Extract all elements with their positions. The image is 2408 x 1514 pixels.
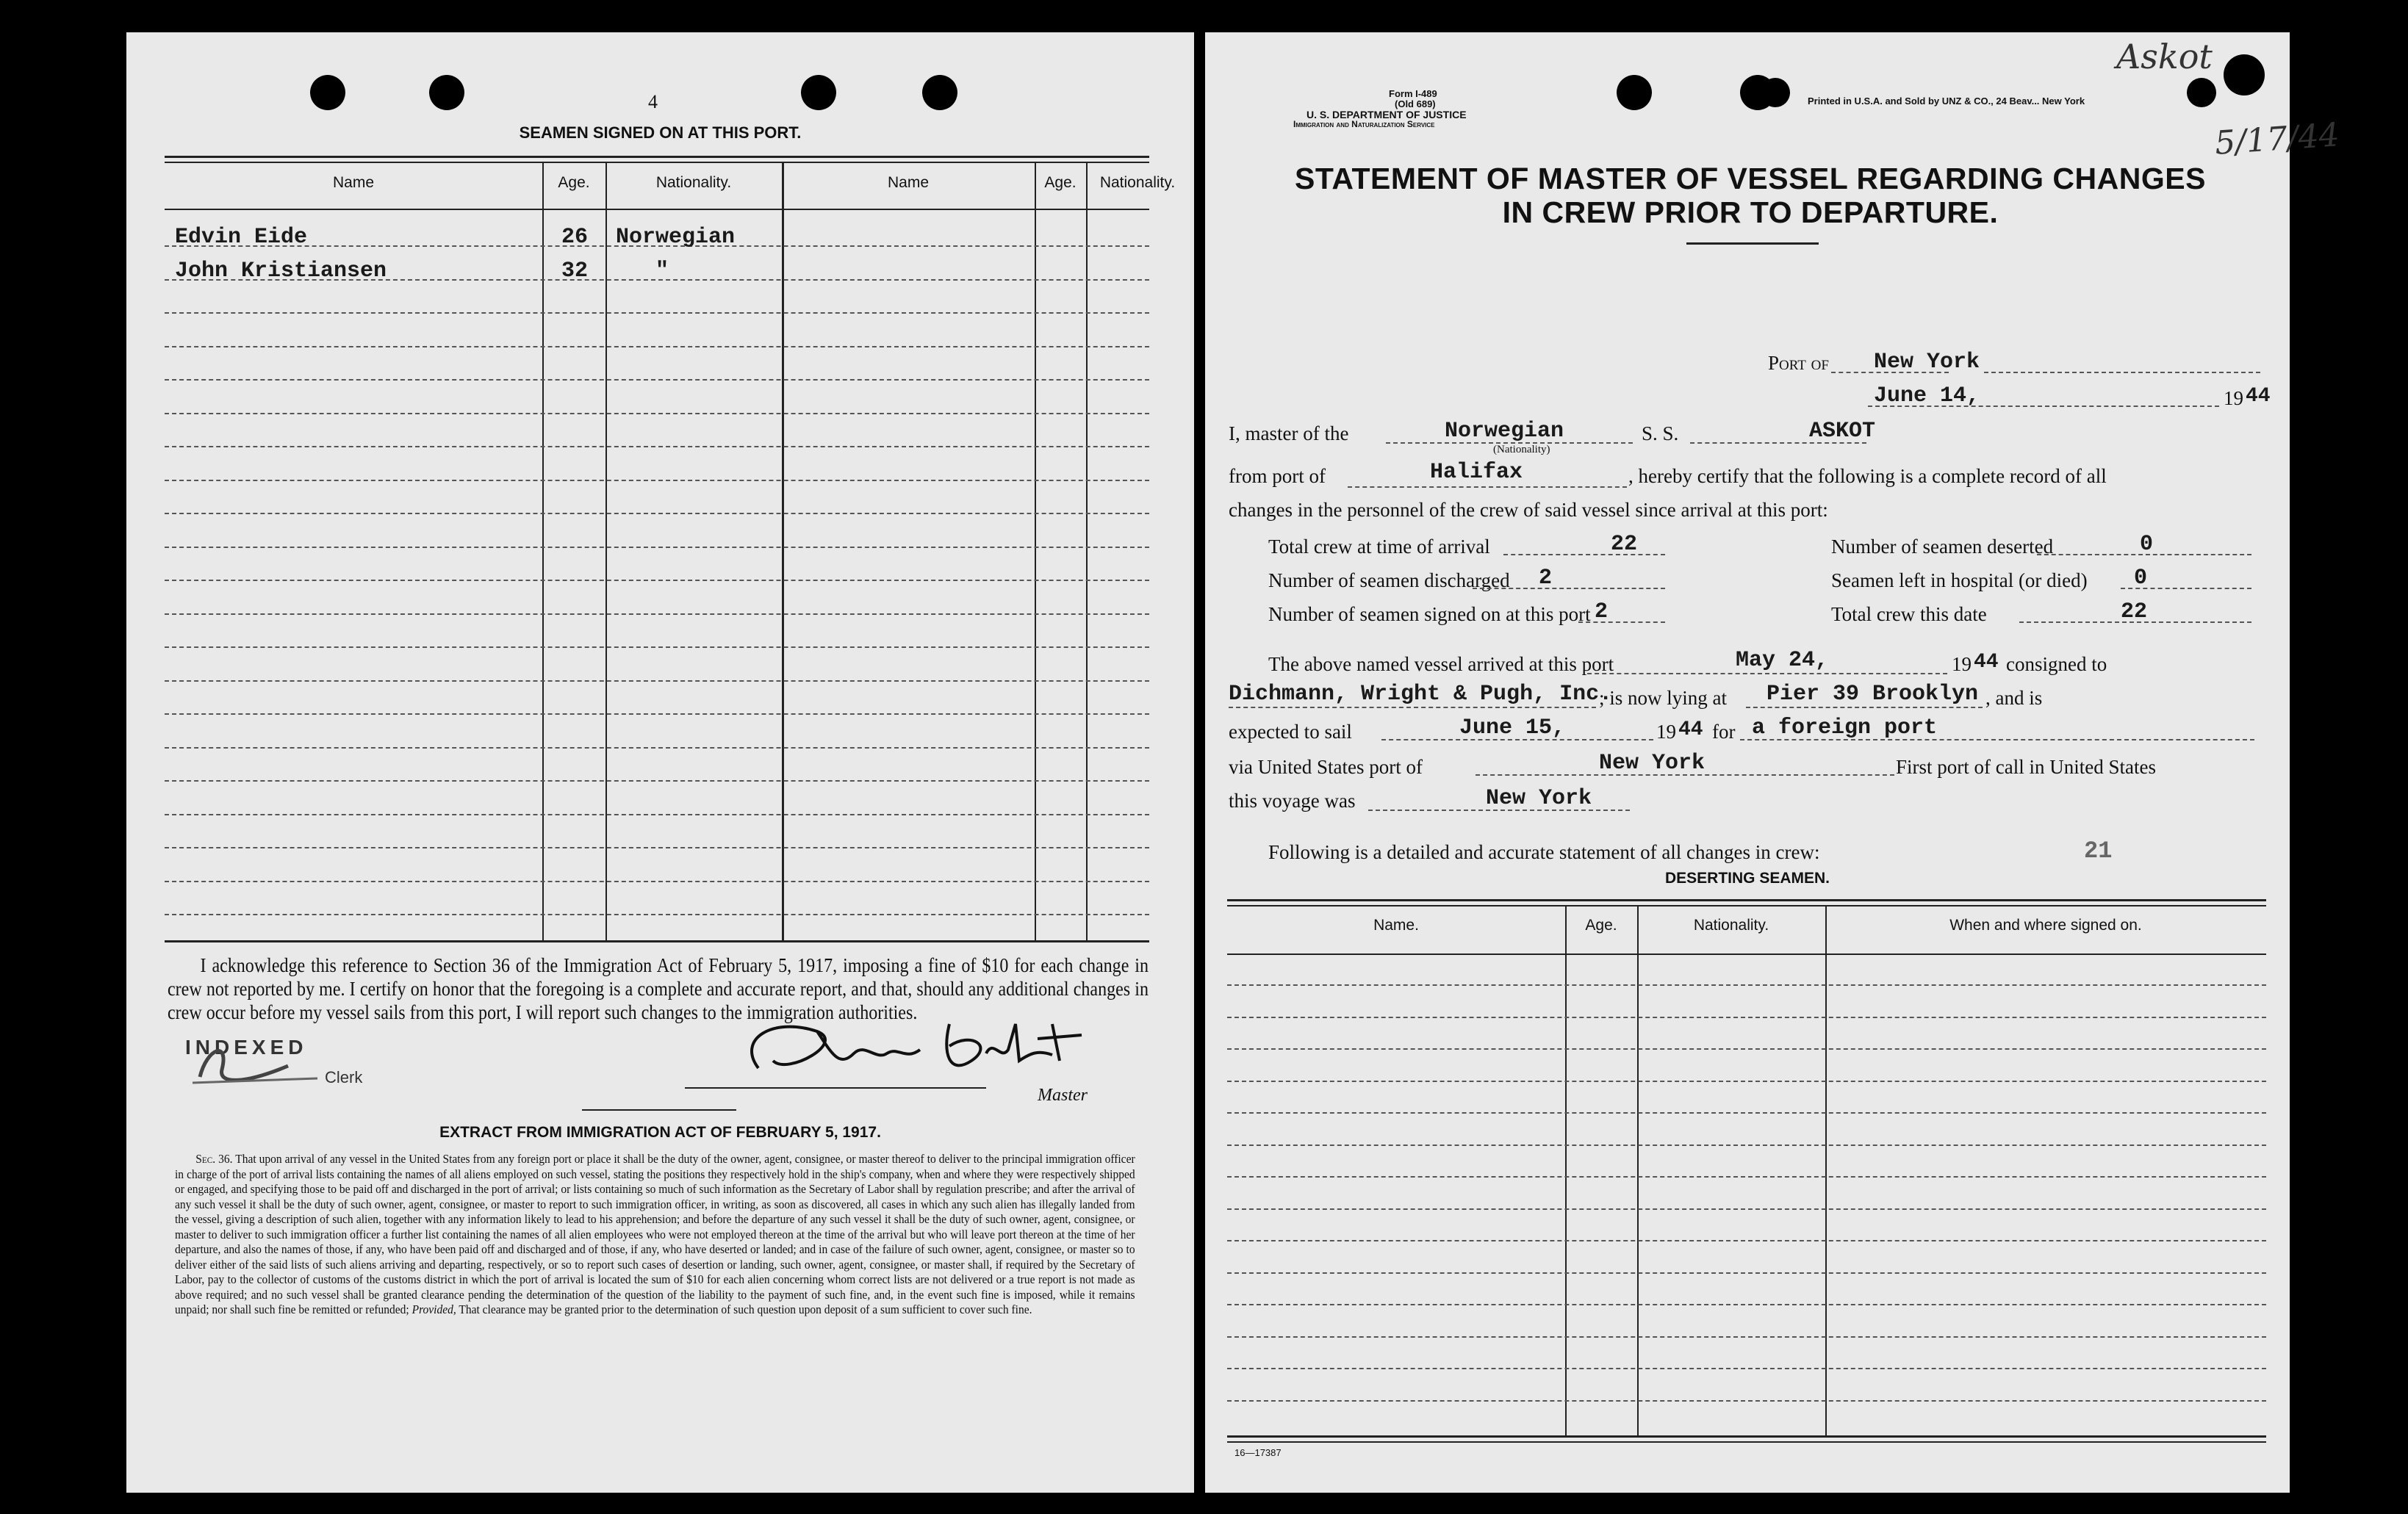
- col-header-name: Name.: [1373, 917, 1419, 934]
- consigned-label: consigned to: [2006, 653, 2107, 675]
- col-header-nationality: Nationality.: [1693, 917, 1769, 934]
- table-row-line: [165, 780, 1149, 782]
- table-row-line: [165, 847, 1149, 848]
- table-row-line: [1227, 1272, 2266, 1274]
- sail-year-suffix: 44: [1678, 718, 1703, 741]
- statement-date: June 14,: [1874, 383, 1980, 408]
- indexed-stamp: INDEXED: [185, 1036, 308, 1059]
- vessel-name: ASKOT: [1809, 419, 1876, 444]
- col-header-signed-on: When and where signed on.: [1949, 917, 2142, 934]
- voyage-port: New York: [1486, 786, 1592, 811]
- table-row-line: [165, 312, 1149, 314]
- service: Immigration and Naturalization Service: [1293, 119, 1435, 129]
- table-row-line: [165, 580, 1149, 581]
- consignee: Dichmann, Wright & Pugh, Inc.: [1229, 682, 1613, 707]
- table-row-line: [165, 480, 1149, 481]
- table-row-line: [1227, 1240, 2266, 1241]
- form-title-line1: STATEMENT OF MASTER OF VESSEL REGARDING CHANGES: [1295, 162, 2206, 195]
- deserted-label: Number of seamen deserted: [1831, 536, 2054, 558]
- punch-hole: [922, 75, 957, 110]
- first-port-label: First port of call in United States: [1896, 756, 2156, 778]
- year-suffix: 44: [2246, 385, 2271, 408]
- lying-label: ; is now lying at: [1599, 687, 1727, 709]
- hospital-label: Seamen left in hospital (or died): [1831, 569, 2088, 591]
- sail-year-prefix: 19: [1656, 721, 1676, 743]
- seaman-age: 32: [561, 259, 589, 284]
- master-label: I, master of the: [1229, 422, 1349, 444]
- deserting-title: DESERTING SEAMEN.: [1664, 870, 1830, 887]
- punch-hole: [1617, 75, 1652, 110]
- table-row-line: [165, 513, 1149, 514]
- seaman-nationality: Norwegian: [616, 225, 736, 250]
- col-header-age: Age.: [1585, 917, 1617, 934]
- and-is: , and is: [1985, 687, 2043, 709]
- total-arrival-label: Total crew at time of arrival: [1268, 536, 1490, 558]
- table-row-line: [165, 747, 1149, 749]
- table-row-line: [165, 881, 1149, 882]
- for-label: for: [1712, 721, 1736, 743]
- seaman-name: John Kristiansen: [175, 259, 387, 284]
- changes-line: changes in the personnel of the crew of said vessel since arrival at this port:: [1229, 499, 1828, 521]
- handwritten-vessel-note: Askot: [2116, 37, 2213, 76]
- from-port: Halifax: [1430, 460, 1523, 485]
- table-row-line: [1227, 1208, 2266, 1210]
- deserted-value: 0: [2140, 532, 2154, 557]
- table-row-line: [165, 346, 1149, 347]
- punch-hole: [2224, 54, 2265, 95]
- sail-date: June 15,: [1459, 715, 1566, 740]
- table-row-line: [1227, 1017, 2266, 1018]
- table-row-line: [1227, 1336, 2266, 1338]
- table-row-line: [1227, 1176, 2266, 1178]
- following-text: Following is a detailed and accurate statement of all changes in crew:: [1268, 841, 1820, 863]
- port-label: Port of: [1768, 352, 1829, 374]
- signed-value: 2: [1595, 599, 1609, 624]
- total-date-label: Total crew this date: [1831, 603, 1987, 625]
- acknowledgment-text: I acknowledge this reference to Section 36 of the Immigration Act of February 5, 1917, imposing a fine of $10 for each change in crew not reported by me. I certify on honor that the foregoing is a complete and accurate report, and that, should any additional changes in crew occur before my vessel sails from this port, I will report such changes to the immigration authorities.: [168, 954, 1149, 1023]
- table-row-line: [1227, 1368, 2266, 1369]
- page-number: 4: [648, 91, 658, 112]
- stamp-clerk: Clerk: [325, 1068, 363, 1086]
- arrived-year-prefix: 19: [1952, 653, 1972, 675]
- expected-label: expected to sail: [1229, 721, 1352, 743]
- footer-code: 16—17387: [1234, 1447, 1282, 1458]
- nationality-caption: (Nationality): [1493, 444, 1550, 455]
- nationality-value: Norwegian: [1445, 419, 1564, 444]
- master-signature: [729, 1009, 1126, 1097]
- printer-line: Printed in U.S.A. and Sold by UNZ & CO., 24 Beav... New York: [1808, 95, 2085, 107]
- table-row-line: [165, 379, 1149, 381]
- extract-title: EXTRACT FROM IMMIGRATION ACT OF FEBRUARY 5, 1917.: [439, 1124, 881, 1141]
- punch-hole: [310, 75, 345, 110]
- total-arrival-value: 22: [1611, 532, 1638, 557]
- table-row-line: [1227, 1112, 2266, 1114]
- punch-hole: [429, 75, 464, 110]
- crew-count-mark: 21: [2084, 837, 2113, 865]
- lying-at: Pier 39 Brooklyn: [1767, 682, 1979, 707]
- table-row-line: [165, 613, 1149, 615]
- arrived-year-suffix: 44: [1974, 651, 1999, 674]
- seaman-name: Edvin Eide: [175, 225, 308, 250]
- via-label: via United States port of: [1229, 756, 1423, 778]
- table-row-line: [1227, 984, 2266, 986]
- year-prefix: 19: [2224, 387, 2243, 409]
- certify-text: , hereby certify that the following is a complete record of all: [1628, 465, 2107, 487]
- col-header-nationality: Nationality.: [655, 174, 732, 191]
- master-caption: Master: [1038, 1086, 1088, 1105]
- from-label: from port of: [1229, 465, 1326, 487]
- table-row-line: [1227, 1304, 2266, 1305]
- port-value: New York: [1874, 350, 1980, 375]
- punch-hole: [1761, 78, 1790, 107]
- table-row-line: [165, 713, 1149, 715]
- via-port: New York: [1599, 751, 1706, 776]
- total-date-value: 22: [2121, 599, 2148, 624]
- table-row-line: [165, 413, 1149, 414]
- ss-label: S. S.: [1642, 422, 1679, 444]
- punch-hole: [801, 75, 836, 110]
- department: U. S. DEPARTMENT OF JUSTICE: [1307, 109, 1467, 120]
- table-row-line: [165, 680, 1149, 682]
- section-36-text: Sec. 36. That upon arrival of any vessel in the United States from any foreign port or place it shall be the duty of the owner, agent, consignee, or master thereof to deliver to the principal immigration officer in charge of the port of arrival lists containing the names of all aliens employed on such vessel, stating the positions they respectively hold in the ship's company, when and where they were respectively shipped or engaged, and specifying those to be paid off and discharged in the port of arrival; or lists containing so much of such information as the Secretary of Labor shall by regulation prescribe; and after the arrival of any such vessel it shall be the duty of such owner, agent, consignee, or master to report to such immigration officer, in writing, as soon as discovered, all cases in which any such alien has illegally landed from the vessel, giving a description of such alien, together with any information likely to lead to his apprehension; and before the departure of any such vessel it shall be the duty of such owner, agent, consignee, or master to deliver to such immigration officer a further list containing the names of all alien employees who were not employed thereon at the time of the arrival but who will leave port thereon at the time of her departure, and also the names of those, if any, who have been paid off and discharged and of those, if any, who have deserted or landed; and in case of the failure of such owner, agent, consignee, or master so to deliver either of the said lists of such aliens arriving and departing, respectively, or so to report such cases of desertion or landing, such owner, agent, consignee, or master shall, if required by the Secretary of Labor, pay to the collector of customs of the customs district in which the port of arrival is located the sum of $10 for each alien concerning whom correct lists are not delivered or a true report is not made as above required; and no such vessel shall be granted clearance pending the determination of the question of the liability to the payment of such fine, and, in the event such fine is imposed, while it remains unpaid; nor shall such fine be remitted or refunded; Provided, That clearance may be granted prior to the determination of such question upon deposit of a sum sufficient to cover such fine.: [175, 1152, 1135, 1316]
- seaman-nationality: ": [655, 259, 669, 284]
- form-old-number: (Old 689): [1395, 98, 1436, 109]
- col-header-name: Name: [332, 174, 375, 191]
- col-header-nationality: Nationality.: [1099, 174, 1176, 191]
- table-row-line: [165, 547, 1149, 548]
- table-row-line: [1227, 1081, 2266, 1082]
- table-row-line: [165, 446, 1149, 447]
- voyage-label: this voyage was: [1229, 790, 1356, 812]
- col-header-age: Age.: [558, 174, 590, 191]
- arrived-label: The above named vessel arrived at this port: [1268, 653, 1614, 675]
- table-row-line: [165, 914, 1149, 915]
- table-row-line: [165, 814, 1149, 815]
- right-page: [1205, 32, 2341, 1493]
- section-title: SEAMEN SIGNED ON AT THIS PORT.: [519, 123, 802, 142]
- discharged-label: Number of seamen discharged: [1268, 569, 1510, 591]
- stamp-mark: [178, 1040, 325, 1092]
- discharged-value: 2: [1539, 566, 1553, 591]
- punch-hole: [2187, 78, 2216, 107]
- arrived-date: May 24,: [1736, 648, 1829, 673]
- col-header-age: Age.: [1044, 174, 1077, 191]
- table-row-line: [165, 646, 1149, 648]
- signed-label: Number of seamen signed on at this port: [1268, 603, 1591, 625]
- left-page: [126, 32, 1194, 1493]
- destination: a foreign port: [1752, 715, 1938, 740]
- table-row-line: [1227, 1400, 2266, 1402]
- table-row-line: [1227, 1048, 2266, 1050]
- form-title-line2: IN CREW PRIOR TO DEPARTURE.: [1502, 195, 1999, 229]
- handwritten-date-note: 5/17/44: [2213, 116, 2341, 162]
- table-row-line: [1227, 1144, 2266, 1146]
- form-number: Form I-489: [1389, 88, 1437, 99]
- col-header-name: Name: [887, 174, 930, 191]
- hospital-value: 0: [2134, 566, 2148, 591]
- seaman-age: 26: [561, 225, 589, 250]
